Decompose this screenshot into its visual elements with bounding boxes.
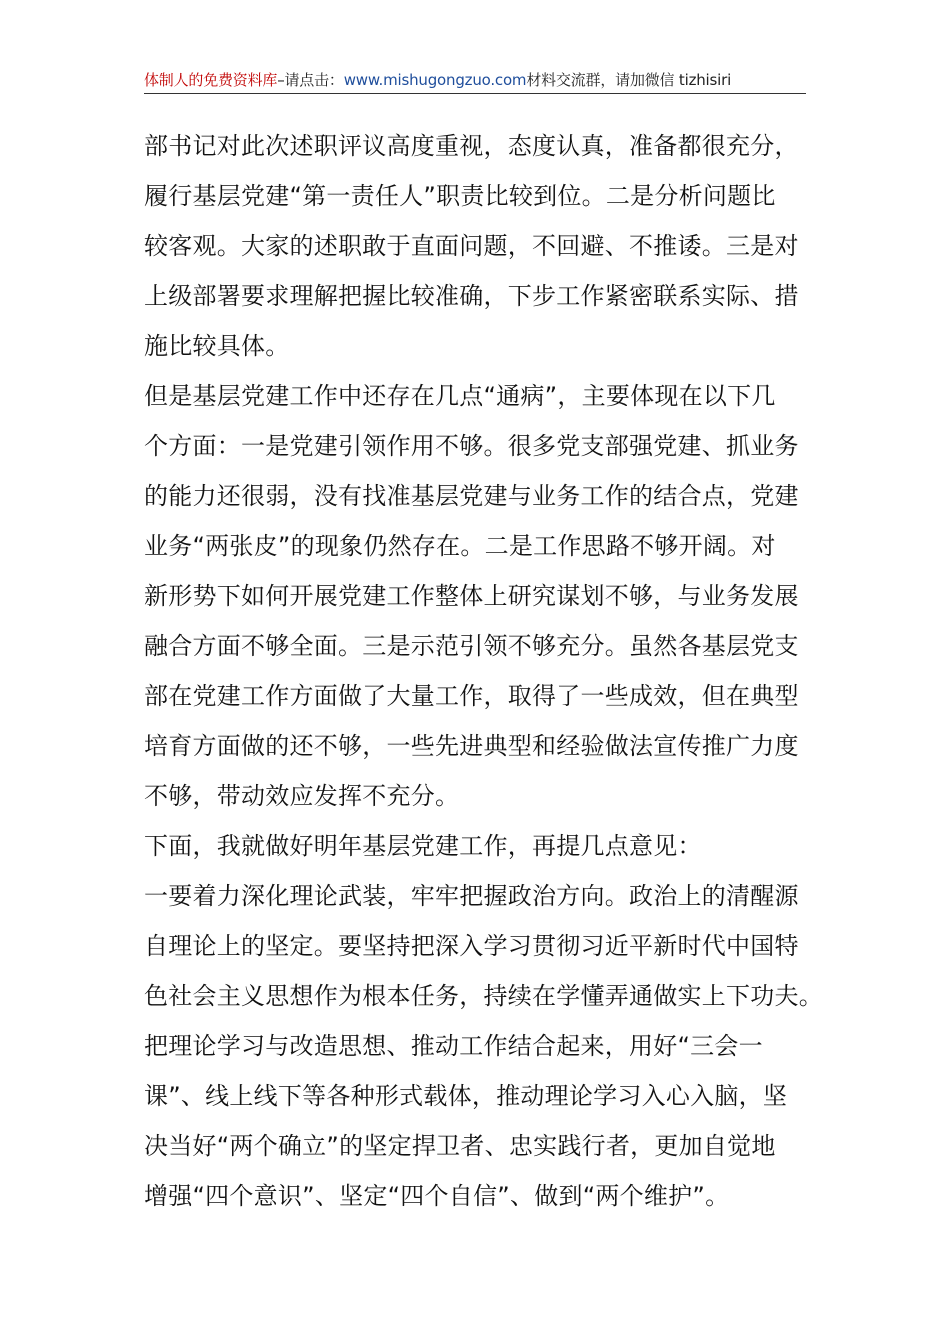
text-line: 培育方面做的还不够，一些先进典型和经验做法宣传推广力度 — [144, 732, 799, 760]
text-line: 新形势下如何开展党建工作整体上研究谋划不够，与业务发展 — [144, 582, 799, 610]
text-line: 业务“两张皮”的现象仍然存在。二是工作思路不够开阔。对 — [144, 532, 776, 560]
text-line: 决当好“两个确立”的坚定捍卫者、忠实践行者，更加自觉地 — [144, 1132, 776, 1160]
text-line: 履行基层党建“第一责任人”职责比较到位。二是分析问题比 — [144, 182, 776, 210]
text-line: 的能力还很弱，没有找准基层党建与业务工作的结合点，党建 — [144, 482, 799, 510]
header-brand-text: 体制人的免费资料库 — [144, 71, 278, 89]
text-line: 较客观。大家的述职敢于直面问题，不回避、不推诿。三是对 — [144, 232, 799, 260]
text-line: 上级部署要求理解把握比较准确，下步工作紧密联系实际、措 — [144, 282, 799, 310]
text-line: 自理论上的坚定。要坚持把深入学习贯彻习近平新时代中国特 — [144, 932, 799, 960]
header-divider — [144, 93, 806, 94]
text-line: 部在党建工作方面做了大量工作，取得了一些成效，但在典型 — [144, 682, 799, 710]
document-body — [144, 121, 823, 1221]
text-line: 不够，带动效应发挥不充分。 — [144, 782, 460, 810]
text-line: 施比较具体。 — [144, 332, 290, 360]
text-line: 融合方面不够全面。三是示范引领不够充分。虽然各基层党支 — [144, 632, 799, 660]
text-line: 个方面：一是党建引领作用不够。很多党支部强党建、抓业务 — [144, 432, 799, 460]
text-line: 色社会主义思想作为根本任务，持续在学懂弄通做实上下功夫。 — [144, 982, 823, 1010]
text-line: 但是基层党建工作中还存在几点“通病”，主要体现在以下几 — [144, 382, 776, 410]
page-header — [144, 68, 806, 92]
header-url-link[interactable]: www.mishugongzuo.com — [343, 71, 527, 89]
text-line: 一要着力深化理论武装，牢牢把握政治方向。政治上的清醒源 — [144, 882, 799, 910]
text-line: 课”、线上线下等各种形式载体，推动理论学习入心入脑，坚 — [144, 1082, 788, 1110]
text-line: 部书记对此次述职评议高度重视，态度认真，准备都很充分， — [144, 132, 799, 160]
header-prompt-text: –请点击： — [277, 71, 344, 89]
text-line: 增强“四个意识”、坚定“四个自信”、做到“两个维护”。 — [144, 1182, 730, 1210]
header-contact-text: 材料交流群，请加微信 tizhisiri — [526, 71, 732, 89]
text-line: 下面，我就做好明年基层党建工作，再提几点意见： — [144, 832, 702, 860]
text-line: 把理论学习与改造思想、推动工作结合起来，用好“三会一 — [144, 1032, 763, 1060]
